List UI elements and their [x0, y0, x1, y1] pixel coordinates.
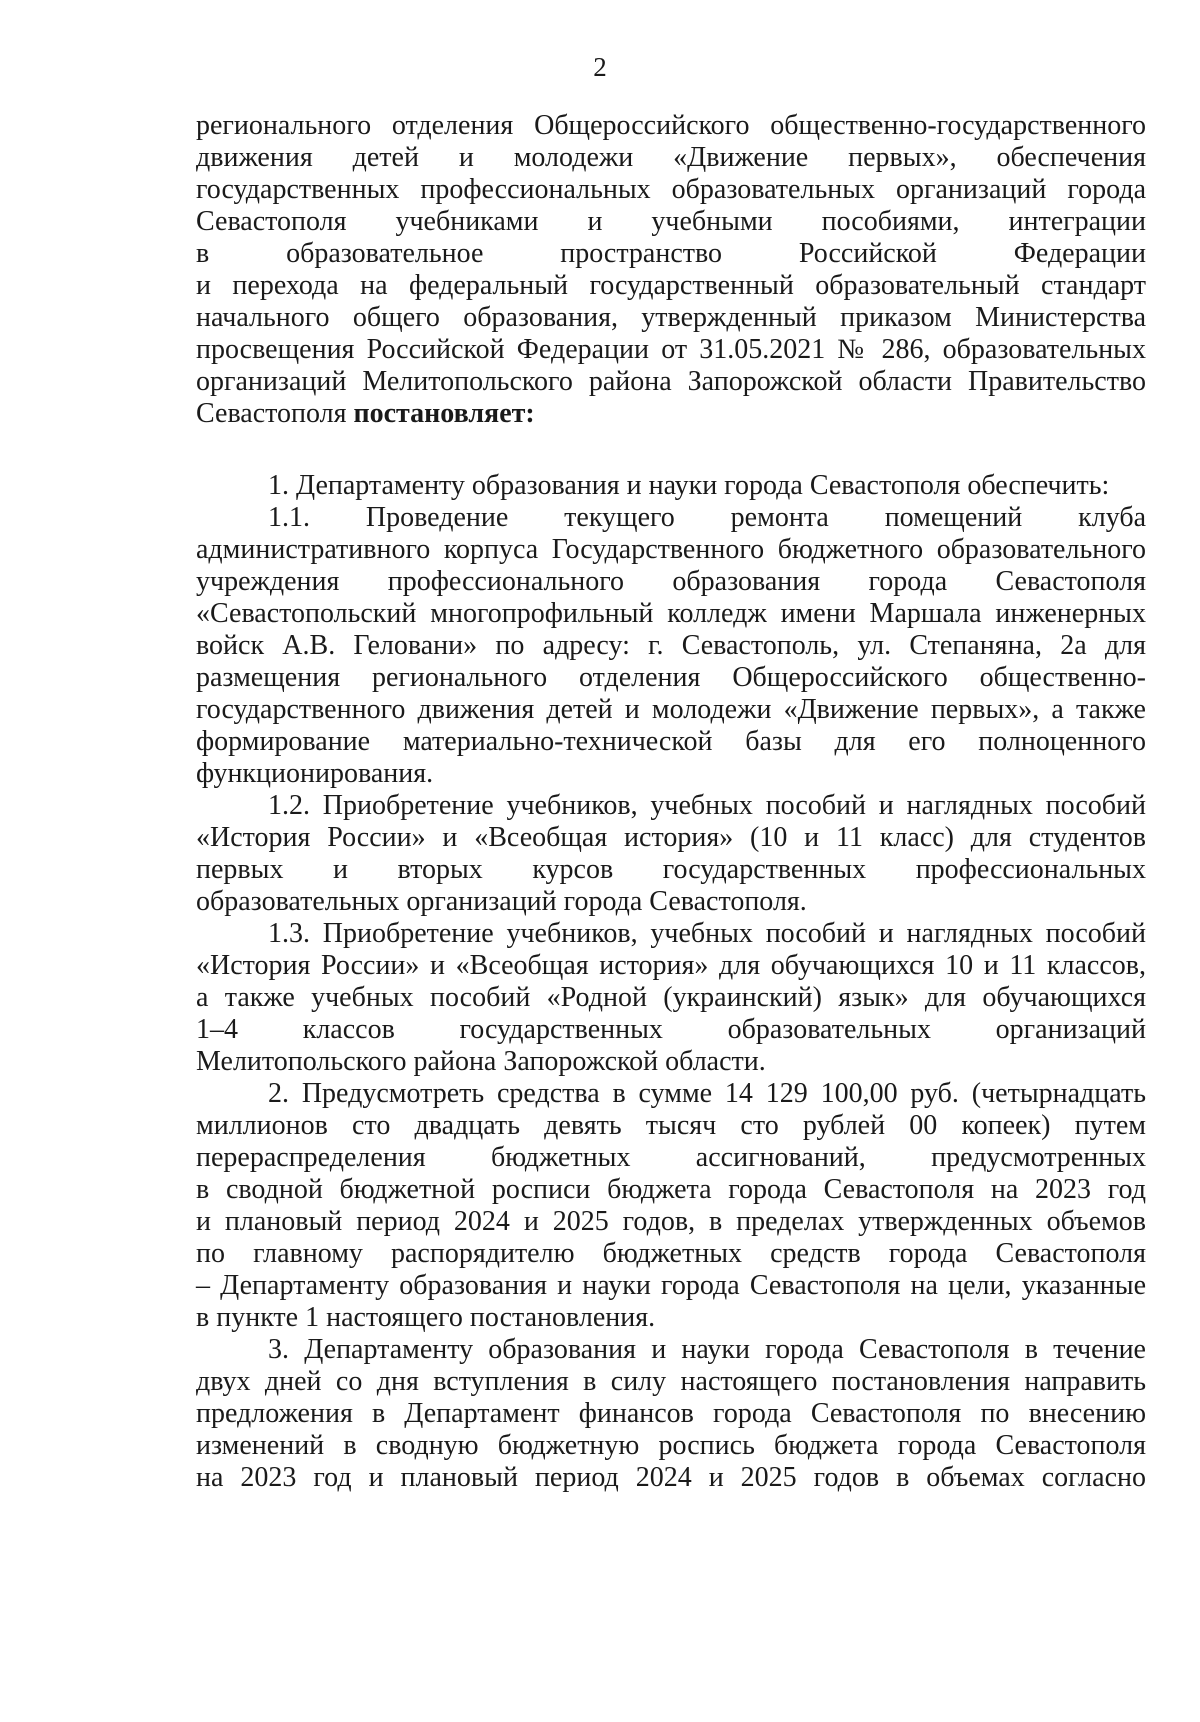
text-line: 1–4 классов государственных образовательных организаций — [196, 1014, 1146, 1045]
text-line: «Севастопольский многопрофильный колледж имени Маршала инженерных — [196, 598, 1146, 629]
resolution-keyword: постановляет: — [353, 398, 535, 429]
text-line: в образовательное пространство Российской Федерации — [196, 238, 1146, 269]
text-line: 1.2. Приобретение учебников, учебных пособий и наглядных пособий — [268, 790, 1146, 821]
text-line: в пункте 1 настоящего постановления. — [196, 1302, 656, 1333]
text-line: по главному распорядителю бюджетных средств города Севастополя — [196, 1238, 1146, 1269]
text-line: Севастополя учебниками и учебными пособиями, интеграции — [196, 206, 1146, 237]
text-line: в сводной бюджетной росписи бюджета города Севастополя на 2023 год — [196, 1174, 1146, 1205]
document-body — [196, 110, 1146, 1494]
text-line: государственных профессиональных образовательных организаций города — [196, 174, 1146, 205]
item-2-paragraph — [196, 1078, 1146, 1334]
text-line: начального общего образования, утвержденный приказом Министерства — [196, 302, 1146, 333]
page-number: 2 — [593, 52, 607, 82]
text-line: учреждения профессионального образования города Севастополя — [196, 566, 1146, 597]
text-line: размещения регионального отделения Общероссийского общественно- — [196, 662, 1146, 693]
text-line: предложения в Департамент финансов города Севастополя по внесению — [196, 1398, 1146, 1429]
text-line: 1. Департаменту образования и науки города Севастополя обеспечить: — [268, 470, 1110, 501]
text-line: двух дней со дня вступления в силу настоящего постановления направить — [196, 1366, 1146, 1397]
spacer — [196, 430, 1146, 470]
text-line: первых и вторых курсов государственных профессиональных — [196, 854, 1146, 885]
text-line: Мелитопольского района Запорожской области. — [196, 1046, 766, 1077]
text-line: 3. Департаменту образования и науки города Севастополя в течение — [268, 1334, 1146, 1365]
text-line: административного корпуса Государственного бюджетного образовательного — [196, 534, 1146, 565]
text-line: «История России» и «Всеобщая история» для обучающихся 10 и 11 классов, — [196, 950, 1146, 981]
text-line: формирование материально-технической базы для его полноценного — [196, 726, 1146, 757]
text-line: перераспределения бюджетных ассигнований, предусмотренных — [196, 1142, 1146, 1173]
item-1-3-paragraph — [196, 918, 1146, 1078]
text-line: 1.1. Проведение текущего ремонта помещений клуба — [268, 502, 1146, 533]
text-line — [196, 398, 1146, 430]
text-line: а также учебных пособий «Родной (украинский) язык» для обучающихся — [196, 982, 1146, 1013]
text-line: – Департаменту образования и науки города Севастополя на цели, указанные — [196, 1270, 1146, 1301]
text-line: 2. Предусмотреть средства в сумме 14 129 100,00 руб. (четырнадцать — [268, 1078, 1146, 1109]
item-1-1-paragraph — [196, 502, 1146, 790]
item-3-paragraph — [196, 1334, 1146, 1494]
text-line: войск А.В. Геловани» по адресу: г. Севастополь, ул. Степаняна, 2а для — [196, 630, 1146, 661]
text-line: регионального отделения Общероссийского общественно-государственного — [196, 110, 1146, 141]
text-line: и плановый период 2024 и 2025 годов, в пределах утвержденных объемов — [196, 1206, 1146, 1237]
text-line: «История России» и «Всеобщая история» (10 и 11 класс) для студентов — [196, 822, 1146, 853]
text-line: изменений в сводную бюджетную роспись бюджета города Севастополя — [196, 1430, 1146, 1461]
intro-last-plain: Севастополя — [196, 398, 347, 429]
text-line: 1.3. Приобретение учебников, учебных пособий и наглядных пособий — [268, 918, 1146, 949]
text-line: движения детей и молодежи «Движение первых», обеспечения — [196, 142, 1146, 173]
text-line: и перехода на федеральный государственный образовательный стандарт — [196, 270, 1146, 301]
text-line: на 2023 год и плановый период 2024 и 2025 годов в объемах согласно — [196, 1462, 1146, 1493]
text-line: функционирования. — [196, 758, 434, 789]
text-line: образовательных организаций города Севастополя. — [196, 886, 807, 917]
text-line: миллионов сто двадцать девять тысяч сто рублей 00 копеек) путем — [196, 1110, 1146, 1141]
intro-paragraph — [196, 110, 1146, 430]
item-1-heading — [196, 470, 1146, 502]
text-line: просвещения Российской Федерации от 31.05.2021 № 286, образовательных — [196, 334, 1146, 365]
text-line: организаций Мелитопольского района Запорожской области Правительство — [196, 366, 1146, 397]
item-1-2-paragraph — [196, 790, 1146, 918]
text-line: государственного движения детей и молодежи «Движение первых», а также — [196, 694, 1146, 725]
